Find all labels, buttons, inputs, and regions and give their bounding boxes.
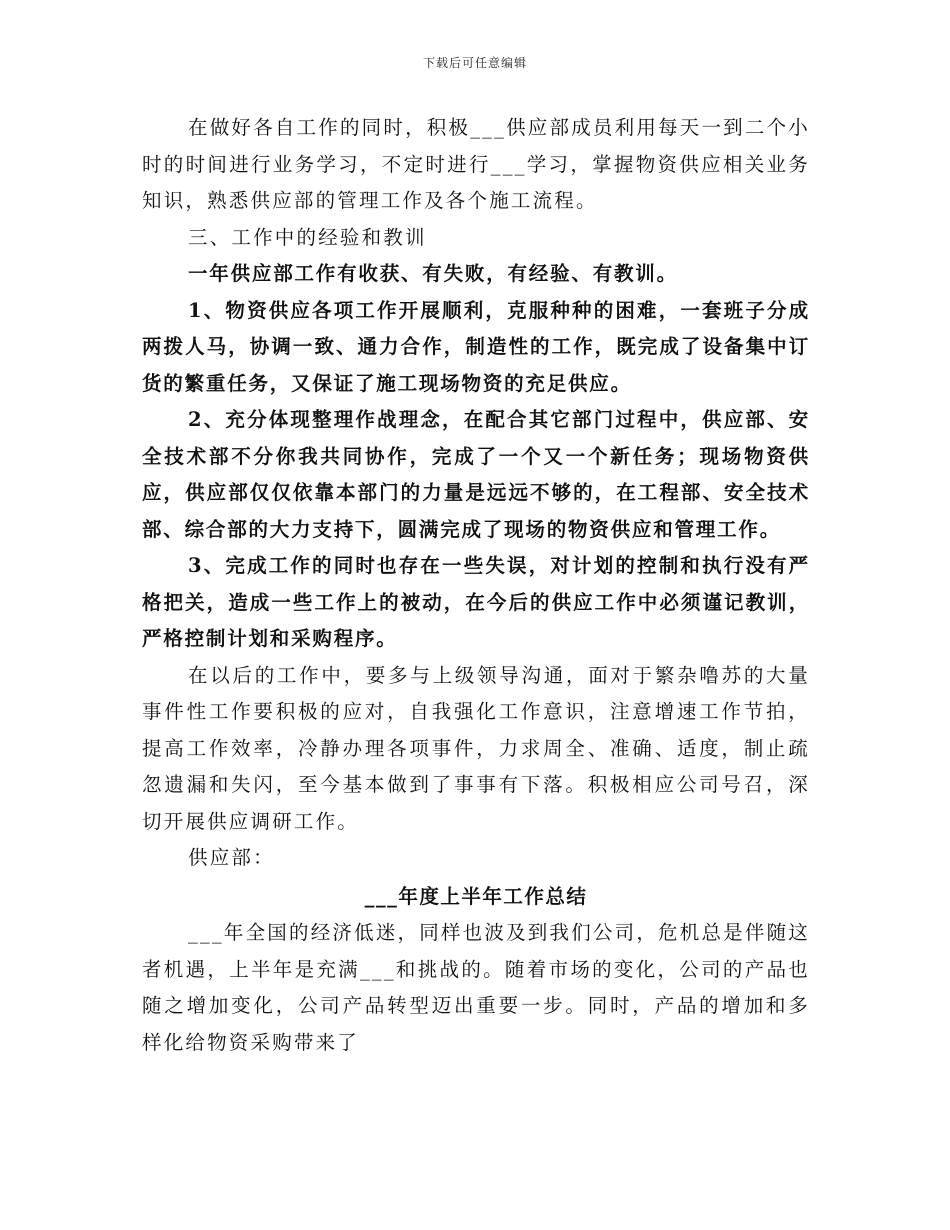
- paragraph-point-1: 1、物资供应各项工作开展顺利，克服种种的困难，一套班子分成两拨人马，协调一致、通力合作，制造性的工作，既完成了设备集中订货的繁重任务，又保证了施工现场物资的充足供应。: [142, 298, 810, 395]
- paragraph-first-half-year: ___年全国的经济低迷，同样也波及到我们公司，危机总是伴随这者机遇，上半年是充满___和挑战的。随着市场的变化，公司的产品也随之增加变化，公司产品转型迈出重要一步。同时，产品的增加和多样化给物资采购带来了: [142, 921, 810, 1054]
- header-note: 下载后可任意编辑: [422, 56, 527, 70]
- document-body: [142, 110, 810, 1061]
- paragraph-study: 在做好各自工作的同时，积极___供应部成员利用每天一到二个小时的时间进行业务学习，不定时进行___学习，掌握物资供应相关业务知识，熟悉供应部的管理工作及各个施工流程。: [142, 116, 810, 212]
- paragraph-summary: 一年供应部工作有收获、有失败，有经验、有教训。: [188, 262, 678, 285]
- document-title: ___年度上半年工作总结: [364, 884, 588, 908]
- signature-department: 供应部：: [188, 846, 275, 869]
- paragraph-point-3: 3、完成工作的同时也存在一些失误，对计划的控制和执行没有严格把关，造成一些工作上的被动，在今后的供应工作中必须谨记教训，严格控制计划和采购程序。: [142, 554, 810, 650]
- section-heading-experience: 三、工作中的经验和教训: [188, 225, 427, 249]
- paragraph-future-work: 在以后的工作中，要多与上级领导沟通，面对于繁杂噜苏的大量事件性工作要积极的应对，自我强化工作意识，注意增速工作节拍，提高工作效率，冷静办理各项事件，力求周全、准确、适度，制止疏忽遗漏和失闪，至今基本做到了事事有下落。积极相应公司号召，深切开展供应调研工作。: [142, 663, 810, 833]
- paragraph-point-2: 2、充分体现整理作战理念，在配合其它部门过程中，供应部、安全技术部不分你我共同协作，完成了一个又一个新任务；现场物资供应，供应部仅仅依靠本部门的力量是远远不够的，在工程部、安全技术部、综合部的大力支持下，圆满完成了现场的物资供应和管理工作。: [142, 408, 810, 541]
